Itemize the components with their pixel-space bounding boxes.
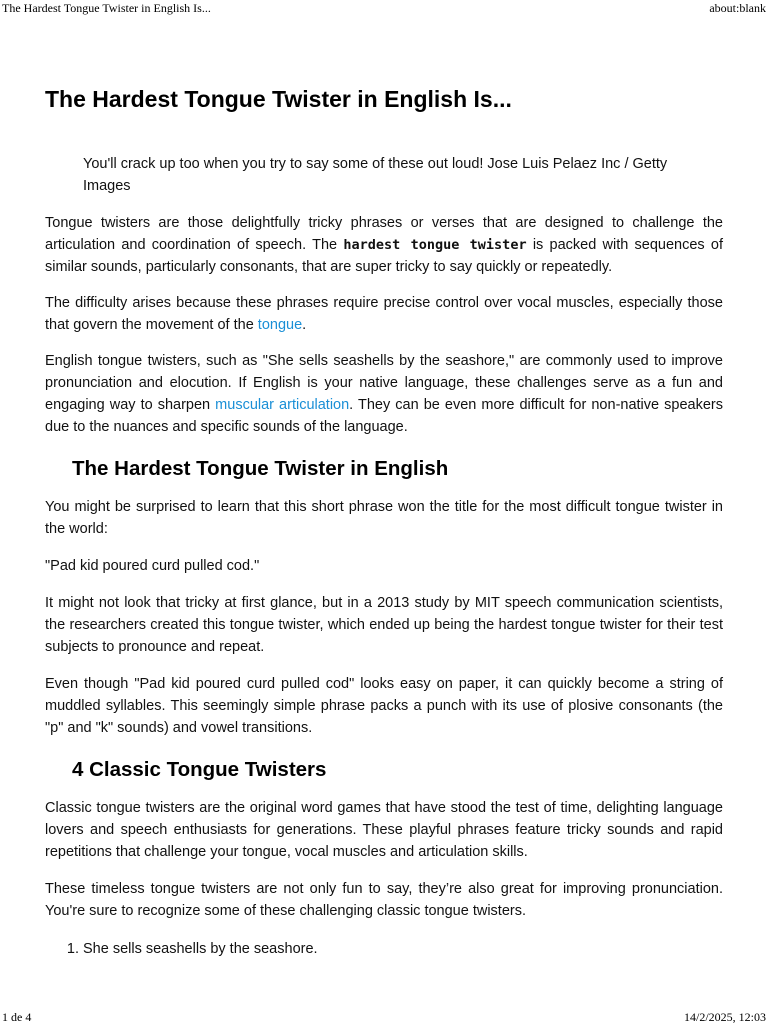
print-header	[0, 1, 768, 17]
print-header-title: The Hardest Tongue Twister in English Is...	[2, 1, 211, 15]
text-span: The difficulty arises because these phrases require precise control over vocal muscles, especially those that govern the movement of the	[45, 295, 723, 333]
image-caption: You'll crack up too when you try to say some of these out loud! Jose Luis Pelaez Inc / Getty Images	[83, 156, 668, 194]
section1-paragraph-3: Even though "Pad kid poured curd pulled cod" looks easy on paper, it can quickly become a string of muddled syllables. This seemingly simple phrase packs a punch with its use of plosive consonants (the "p" and "k" sounds) and vowel transitions.	[45, 676, 723, 736]
section2-paragraph-1: Classic tongue twisters are the original word games that have stood the test of time, delighting language lovers and speech enthusiasts for generations. These playful phrases feature tricky sounds and rapid repetitions that challenge your tongue, vocal muscles and articulation skills.	[45, 800, 723, 860]
text-span: Tongue twisters are those delightfully tricky phrases or verses that are designed to challenge the articulation and coordination of speech. The	[45, 215, 723, 253]
tongue-twister-list	[45, 938, 723, 960]
print-timestamp: 14/2/2025, 12:03	[683, 1010, 766, 1024]
intro-paragraph-1	[45, 212, 723, 278]
section-heading-classic: 4 Classic Tongue Twisters	[72, 758, 327, 781]
print-header-url: about:blank	[709, 1, 766, 15]
article	[45, 84, 723, 960]
section1-quote: "Pad kid poured curd pulled cod."	[45, 558, 260, 574]
intro-paragraph-3	[45, 350, 723, 438]
section1-paragraph-1: You might be surprised to learn that this short phrase won the title for the most difficult tongue twister in the world:	[45, 499, 723, 537]
bold-term: hardest tongue twister	[343, 237, 527, 253]
tongue-link[interactable]: tongue	[257, 317, 303, 333]
muscular-articulation-link[interactable]: muscular articulation	[215, 397, 350, 413]
article-title: The Hardest Tongue Twister in English Is...	[45, 86, 512, 112]
intro-paragraph-2	[45, 292, 723, 336]
section-heading-hardest: The Hardest Tongue Twister in English	[72, 457, 449, 480]
section2-paragraph-2: These timeless tongue twisters are not only fun to say, they’re also great for improving pronunciation. You're sure to recognize some of these challenging classic tongue twisters.	[45, 881, 723, 919]
text-span: is packed with sequences of similar sounds, particularly consonants, that are super tricky to say quickly or repeatedly.	[45, 237, 724, 275]
list-item: 1. She sells seashells by the seashore.	[83, 938, 723, 960]
text-span: .	[302, 317, 307, 333]
page-counter: 1 de 4	[2, 1010, 32, 1024]
section1-paragraph-2: It might not look that tricky at first glance, but in a 2013 study by MIT speech communication scientists, the researchers created this tongue twister, which ended up being the hardest tongue twister for their test subjects to pronounce and repeat.	[45, 595, 723, 655]
text-span: English tongue twisters, such as "She sells seashells by the seashore," are commonly used to improve pronunciation and elocution. If English is your native language, these challenges serve as a fun and engaging way to sharpen	[45, 353, 723, 413]
text-span: . They can be even more difficult for non-native speakers due to the nuances and specific sounds of the language.	[45, 397, 723, 435]
